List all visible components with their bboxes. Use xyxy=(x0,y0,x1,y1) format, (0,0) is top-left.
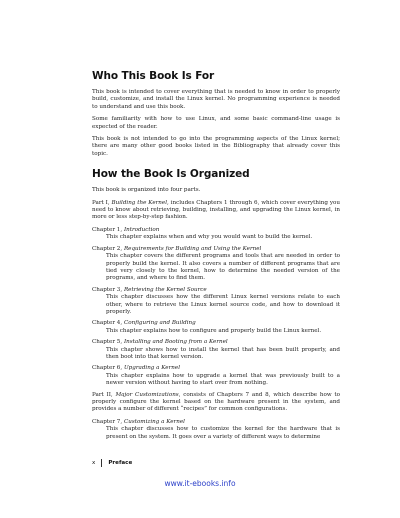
chapter-description: This chapter discusses how the different Linux kernel versions relate to each other, where to retrieve the Linux kernel source code, and how to download it properly. xyxy=(106,294,340,315)
chapter-description: This chapter explains how to upgrade a kernel that was previously built to a newer version without having to start over from nothing. xyxy=(106,372,340,387)
chapter-entry-4 xyxy=(92,320,340,335)
chapter-description: This chapter shows how to install the kernel that has been built properly, and then boot into that kernel version. xyxy=(106,346,340,360)
paragraph: This book is not intended to go into the programming aspects of the Linux kernel; there are many other good books listed in the Bibliography that already cover this topic. xyxy=(92,136,340,157)
chapter-title: Chapter 7, Customizing a Kernel xyxy=(92,418,185,425)
chapter-entry-1 xyxy=(92,227,340,242)
chapter-entry-2 xyxy=(92,246,340,283)
heading-how-the-book-is-organized: How the Book Is Organized xyxy=(92,168,250,181)
chapter-title: Chapter 1, Introduction xyxy=(92,226,160,233)
running-footer-chapter: Preface xyxy=(108,460,133,466)
chapter-entry-3 xyxy=(92,287,340,317)
chapter-title: Chapter 4, Configuring and Building xyxy=(92,320,196,327)
chapter-title: Chapter 3, Retrieving the Kernel Source xyxy=(92,286,207,293)
page-number: x xyxy=(92,460,96,466)
paragraph: This book is intended to cover everything that is needed to know in order to properly build, customize, and install the Linux kernel. No programming experience is needed to understand and use this book. xyxy=(92,89,340,110)
paragraph: This book is organized into four parts. xyxy=(92,187,201,194)
chapter-description: This chapter explains how to configure and properly build the Linux kernel. xyxy=(106,327,322,334)
chapter-entry-5 xyxy=(92,339,340,361)
chapter-title: Chapter 5, Installing and Booting from a Kernel xyxy=(92,339,228,346)
paragraph: Some familiarity with how to use Linux, and some basic command-line usage is expected of the reader. xyxy=(92,116,340,130)
chapter-description: This chapter discusses how to customize the kernel for the hardware that is present on the system. It goes over a variety of different ways to determine xyxy=(106,426,340,440)
chapter-description: This chapter covers the different programs and tools that are needed in order to properly build the kernel. It also covers a number of different programs that are tied very closely to the kernel, how to determine the needed version of the programs, and where to find them. xyxy=(106,253,340,282)
chapter-title: Chapter 6, Upgrading a Kernel xyxy=(92,365,180,372)
chapter-title: Chapter 2, Requirements for Building and Using the Kernel xyxy=(92,245,262,252)
part-1-description: Part I, Building the Kernel, includes Chapters 1 through 6, which cover everything you need to know about retrieving, building, installing, and upgrading the Linux kernel, in more or less step-by-step fashion. xyxy=(92,199,340,221)
part-2-description: Part II, Major Customizations, consists of Chapters 7 and 8, which describe how to properly configure the kernel based on the hardware present in the system, and provides a number of different “recipes” for common configurations. xyxy=(92,391,340,413)
footer-divider xyxy=(101,459,102,467)
chapter-description: This chapter explains when and why you would want to build the kernel. xyxy=(106,234,313,241)
watermark-link[interactable]: www.it-ebooks.info xyxy=(164,479,236,488)
chapter-entry-6 xyxy=(92,365,340,387)
page-body xyxy=(92,70,340,445)
chapter-entry-7 xyxy=(92,419,340,441)
page-footer xyxy=(92,458,340,468)
heading-who-this-book-is-for: Who This Book Is For xyxy=(92,70,215,82)
